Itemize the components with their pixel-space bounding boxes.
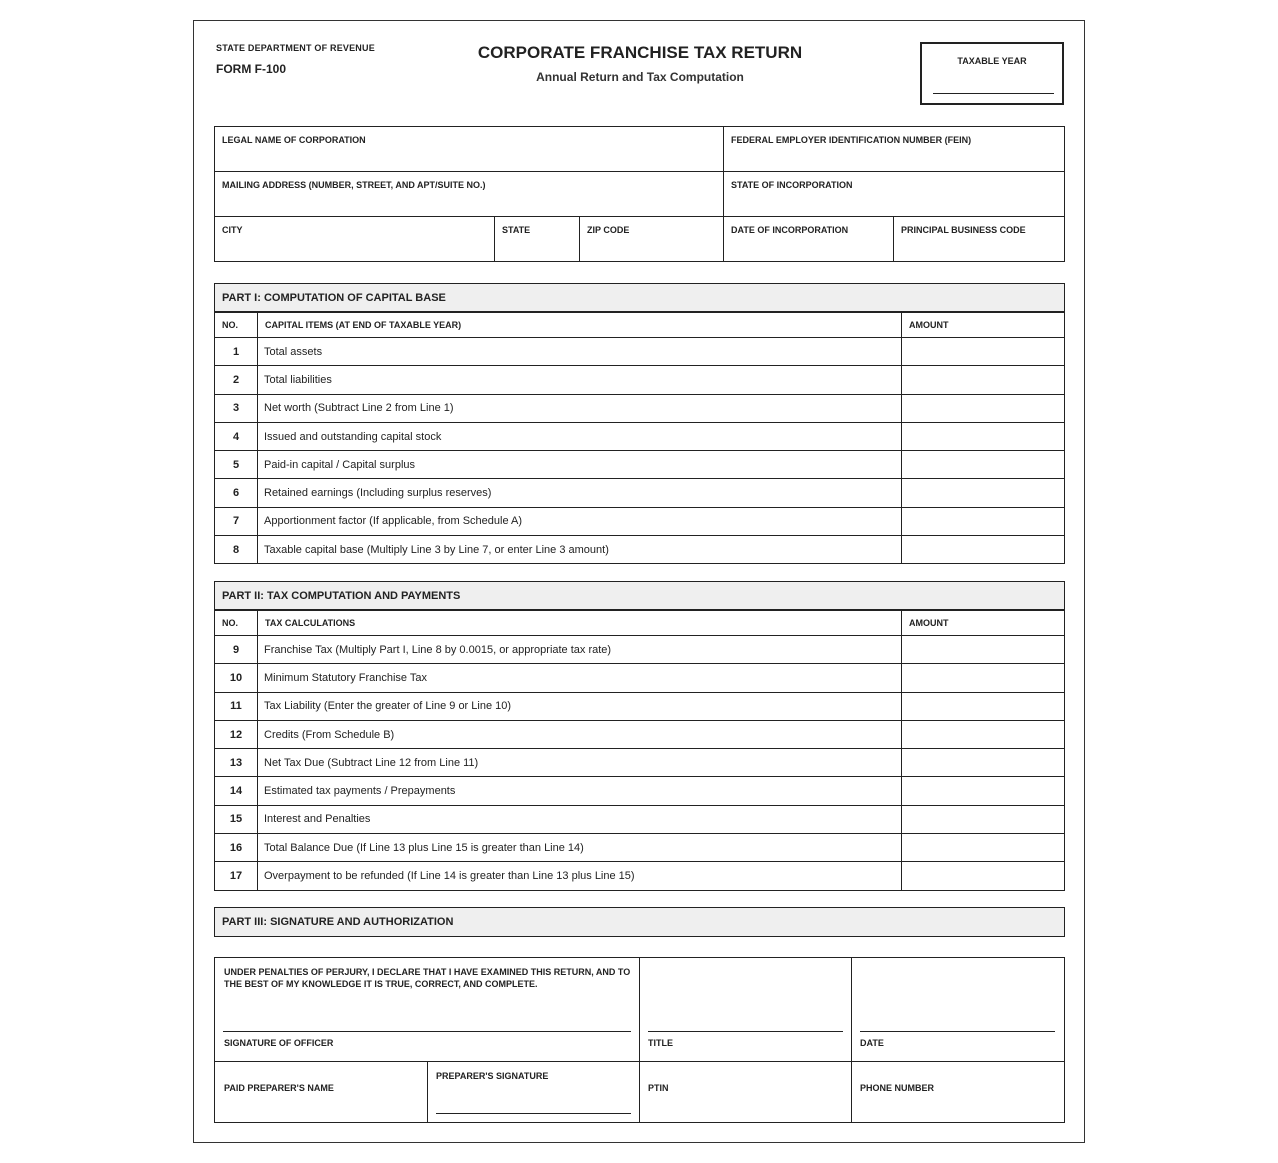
amount-field[interactable] xyxy=(902,636,1065,664)
line-description: Credits (From Schedule B) xyxy=(258,720,902,748)
table-row xyxy=(215,479,1065,507)
divider xyxy=(215,1061,1064,1062)
amount-field[interactable] xyxy=(902,422,1065,450)
table-row xyxy=(215,720,1065,748)
preparer-signature-line[interactable] xyxy=(436,1113,631,1114)
signature-block xyxy=(214,957,1065,1123)
preparer-signature-label: PREPARER'S SIGNATURE xyxy=(436,1071,549,1081)
part2-col-amount: AMOUNT xyxy=(902,610,1065,636)
line-description: Total liabilities xyxy=(258,366,902,394)
part1-header-row xyxy=(215,312,1065,338)
state-label: STATE xyxy=(502,225,531,235)
part2-col-no: NO. xyxy=(215,610,258,636)
table-row xyxy=(215,536,1065,564)
amount-field[interactable] xyxy=(902,862,1065,890)
form-number: FORM F-100 xyxy=(216,62,287,76)
date-line[interactable] xyxy=(860,1031,1055,1032)
table-row xyxy=(215,338,1065,366)
legal-name-field[interactable] xyxy=(215,127,724,172)
line-description: Interest and Penalties xyxy=(258,805,902,833)
table-row xyxy=(215,507,1065,535)
zip-code-label: ZIP CODE xyxy=(587,225,630,235)
table-row xyxy=(215,777,1065,805)
line-description: Franchise Tax (Multiply Part I, Line 8 by 0.0015, or appropriate tax rate) xyxy=(258,636,902,664)
city-field[interactable] xyxy=(215,217,495,261)
officer-signature-label: SIGNATURE OF OFFICER xyxy=(224,1038,334,1048)
tax-form-page xyxy=(193,20,1085,1143)
zip-code-field[interactable] xyxy=(580,217,724,261)
table-row xyxy=(215,394,1065,422)
amount-field[interactable] xyxy=(902,479,1065,507)
line-number: 15 xyxy=(215,805,258,833)
line-number: 3 xyxy=(215,394,258,422)
amount-field[interactable] xyxy=(902,834,1065,862)
amount-field[interactable] xyxy=(902,536,1065,564)
part2-header-row xyxy=(215,610,1065,636)
phone-number-label: PHONE NUMBER xyxy=(860,1083,935,1093)
date-of-incorporation-field[interactable] xyxy=(724,217,894,261)
line-number: 1 xyxy=(215,338,258,366)
date-label: DATE xyxy=(860,1038,884,1048)
form-subtitle: Annual Return and Tax Computation xyxy=(536,70,744,84)
part1-col-no: NO. xyxy=(215,312,258,338)
line-description: Net worth (Subtract Line 2 from Line 1) xyxy=(258,394,902,422)
perjury-declaration: UNDER PENALTIES OF PERJURY, I DECLARE THAT I HAVE EXAMINED THIS RETURN, AND TO THE BEST OF MY KNOWLEDGE IT IS TRUE, CORRECT, AND COMPLETE. xyxy=(224,967,631,989)
amount-field[interactable] xyxy=(902,507,1065,535)
line-description: Overpayment to be refunded (If Line 14 is greater than Line 13 plus Line 15) xyxy=(258,862,902,890)
line-number: 4 xyxy=(215,422,258,450)
part2-table xyxy=(214,609,1065,891)
fein-field[interactable] xyxy=(724,127,1064,172)
line-description: Apportionment factor (If applicable, from Schedule A) xyxy=(258,507,902,535)
table-row xyxy=(215,664,1065,692)
line-description: Retained earnings (Including surplus reserves) xyxy=(258,479,902,507)
part1-col-amount: AMOUNT xyxy=(902,312,1065,338)
agency-name: STATE DEPARTMENT OF REVENUE xyxy=(216,43,375,53)
date-of-incorporation-label: DATE OF INCORPORATION xyxy=(731,225,849,235)
line-number: 9 xyxy=(215,636,258,664)
amount-field[interactable] xyxy=(902,664,1065,692)
line-number: 14 xyxy=(215,777,258,805)
line-number: 7 xyxy=(215,507,258,535)
form-title: CORPORATE FRANCHISE TAX RETURN xyxy=(477,43,803,62)
table-row xyxy=(215,636,1065,664)
line-description: Net Tax Due (Subtract Line 12 from Line 11) xyxy=(258,749,902,777)
line-description: Taxable capital base (Multiply Line 3 by Line 7, or enter Line 3 amount) xyxy=(258,536,902,564)
business-code-field[interactable] xyxy=(894,217,1064,261)
part3-heading: PART III: SIGNATURE AND AUTHORIZATION xyxy=(214,907,1065,937)
table-row xyxy=(215,451,1065,479)
part1-col-item: CAPITAL ITEMS (AT END OF TAXABLE YEAR) xyxy=(258,312,902,338)
divider xyxy=(851,958,852,1122)
legal-name-label: LEGAL NAME OF CORPORATION xyxy=(222,135,366,145)
amount-field[interactable] xyxy=(902,720,1065,748)
amount-field[interactable] xyxy=(902,749,1065,777)
line-number: 17 xyxy=(215,862,258,890)
ptin-label: PTIN xyxy=(648,1083,669,1093)
table-row xyxy=(215,692,1065,720)
line-description: Minimum Statutory Franchise Tax xyxy=(258,664,902,692)
part2-col-item: TAX CALCULATIONS xyxy=(258,610,902,636)
state-field[interactable] xyxy=(495,217,580,261)
part2-heading: PART II: TAX COMPUTATION AND PAYMENTS xyxy=(214,581,1065,611)
table-row xyxy=(215,805,1065,833)
table-row xyxy=(215,862,1065,890)
state-of-incorporation-label: STATE OF INCORPORATION xyxy=(731,180,853,190)
line-description: Total assets xyxy=(258,338,902,366)
table-row xyxy=(215,749,1065,777)
mailing-address-field[interactable] xyxy=(215,172,724,217)
title-line[interactable] xyxy=(648,1031,843,1032)
line-number: 10 xyxy=(215,664,258,692)
line-description: Total Balance Due (If Line 13 plus Line 15 is greater than Line 14) xyxy=(258,834,902,862)
line-description: Issued and outstanding capital stock xyxy=(258,422,902,450)
preparer-name-label: PAID PREPARER'S NAME xyxy=(224,1083,334,1093)
line-number: 5 xyxy=(215,451,258,479)
part1-heading: PART I: COMPUTATION OF CAPITAL BASE xyxy=(214,283,1065,313)
title-label: TITLE xyxy=(648,1038,673,1048)
amount-field[interactable] xyxy=(902,394,1065,422)
corporation-info-grid xyxy=(214,126,1065,262)
line-description: Estimated tax payments / Prepayments xyxy=(258,777,902,805)
line-number: 12 xyxy=(215,720,258,748)
amount-field[interactable] xyxy=(902,692,1065,720)
business-code-label: PRINCIPAL BUSINESS CODE xyxy=(901,225,1026,235)
mailing-address-label: MAILING ADDRESS (NUMBER, STREET, AND APT/SUITE NO.) xyxy=(222,180,486,190)
taxable-year-box[interactable] xyxy=(920,42,1064,105)
line-number: 11 xyxy=(215,692,258,720)
line-number: 13 xyxy=(215,749,258,777)
amount-field[interactable] xyxy=(902,805,1065,833)
taxable-year-label: TAXABLE YEAR xyxy=(957,56,1027,66)
line-number: 8 xyxy=(215,536,258,564)
line-number: 16 xyxy=(215,834,258,862)
table-row xyxy=(215,366,1065,394)
table-row xyxy=(215,834,1065,862)
amount-field[interactable] xyxy=(902,338,1065,366)
fein-label: FEDERAL EMPLOYER IDENTIFICATION NUMBER (FEIN) xyxy=(731,135,972,145)
part1-table xyxy=(214,311,1065,564)
line-description: Tax Liability (Enter the greater of Line 9 or Line 10) xyxy=(258,692,902,720)
state-of-incorporation-field[interactable] xyxy=(724,172,1064,217)
amount-field[interactable] xyxy=(902,451,1065,479)
line-number: 6 xyxy=(215,479,258,507)
amount-field[interactable] xyxy=(902,366,1065,394)
line-number: 2 xyxy=(215,366,258,394)
divider xyxy=(639,958,640,1122)
line-description: Paid-in capital / Capital surplus xyxy=(258,451,902,479)
officer-signature-line[interactable] xyxy=(223,1031,631,1032)
table-row xyxy=(215,422,1065,450)
city-label: CITY xyxy=(222,225,243,235)
amount-field[interactable] xyxy=(902,777,1065,805)
taxable-year-line xyxy=(933,93,1054,94)
